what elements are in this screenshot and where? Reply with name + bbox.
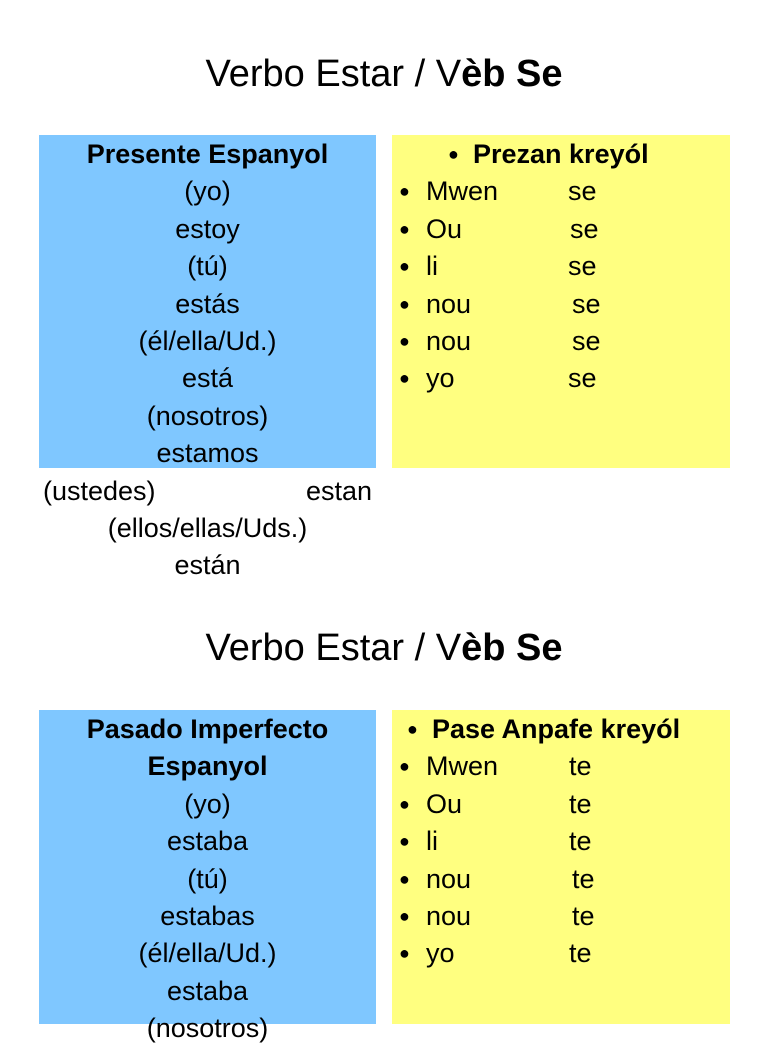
bullet-icon: ● [399,756,410,777]
bullet-icon: ● [399,905,410,926]
creole-pronoun: nou [426,900,472,931]
slide-1-spanish-column [39,136,376,585]
creole-heading: Pase Anpafe kreyól [432,714,681,744]
spanish-line: (yo) [184,788,231,819]
creole-pronoun: Ou [426,213,463,244]
slide-1-title-bold: èb Se [461,53,563,95]
spanish-pronoun: (ustedes) [43,475,156,506]
spanish-line: (yo) [184,176,231,207]
slide-2-spanish-column [39,711,376,1044]
bullet-icon: ● [399,793,410,814]
spanish-heading: Presente Espanyol [86,139,329,169]
creole-verb: se [572,288,601,319]
spanish-line: estaba [166,975,249,1006]
creole-row [399,898,729,935]
bullet-icon: ● [399,368,410,389]
bullet-icon: ● [399,330,410,351]
spanish-line: (tú) [187,251,228,282]
creole-row [399,248,729,285]
spanish-line: (él/ella/Ud.) [138,325,277,356]
creole-verb: te [569,788,592,819]
creole-verb: se [570,213,599,244]
bullet-icon: ● [399,181,410,202]
creole-verb: se [568,363,597,394]
creole-heading-row [399,711,729,748]
creole-verb: se [568,251,597,282]
slide-1-title [0,52,768,96]
creole-heading-row [399,136,729,173]
creole-row [399,823,729,860]
spanish-line: están [174,550,241,581]
creole-pronoun: li [426,251,438,282]
bullet-icon: ● [399,256,410,277]
creole-pronoun: Mwen [426,176,499,207]
slide-1-creole-column [399,136,729,398]
bullet-icon: ● [399,831,410,852]
creole-pronoun: Ou [426,788,463,819]
creole-verb: te [572,900,595,931]
creole-pronoun: nou [426,863,472,894]
creole-row [399,861,729,898]
creole-pronoun: li [426,826,438,857]
bullet-icon: ● [399,943,410,964]
creole-row [399,360,729,397]
creole-verb: se [572,325,601,356]
slide-2-creole-column [399,711,729,973]
spanish-line: estaba [166,826,249,857]
creole-verb: te [569,826,592,857]
spanish-heading: Espanyol [147,751,268,782]
spanish-line: (tú) [187,863,228,894]
creole-pronoun: yo [426,363,455,394]
creole-row [399,786,729,823]
creole-row [399,323,729,360]
spanish-line: estamos [156,438,259,469]
slide-1-title-regular: Verbo Estar / V [205,53,462,95]
creole-verb: te [572,863,595,894]
spanish-line: (ellos/ellas/Uds.) [107,512,308,543]
creole-verb: te [569,751,592,782]
creole-pronoun: Mwen [426,751,499,782]
creole-pronoun: nou [426,325,472,356]
spanish-heading: Pasado Imperfecto [86,714,329,744]
slide-2-title-bold: èb Se [461,627,563,669]
slide-2-title [0,626,768,670]
spanish-split-line [39,473,376,510]
creole-pronoun: nou [426,288,472,319]
bullet-icon: ● [399,293,410,314]
bullet-icon: ● [399,218,410,239]
spanish-line: estabas [160,900,255,931]
spanish-line: estoy [175,213,240,244]
creole-pronoun: yo [426,938,455,969]
slide-2-title-regular: Verbo Estar / V [205,627,462,669]
bullet-icon: ● [399,868,410,889]
creole-verb: te [569,938,592,969]
spanish-line: está [181,363,234,394]
bullet-icon: ● [407,719,418,739]
spanish-line: (nosotros) [146,400,269,431]
creole-row [399,286,729,323]
creole-row [399,173,729,210]
spanish-verb: estan [305,475,372,506]
creole-row [399,935,729,972]
creole-row [399,211,729,248]
spanish-line: (él/ella/Ud.) [138,938,277,969]
spanish-line: estás [175,288,240,319]
creole-row [399,748,729,785]
creole-verb: se [568,176,597,207]
spanish-line: (nosotros) [146,1013,269,1044]
creole-heading: Prezan kreyól [473,139,649,169]
bullet-icon: ● [448,144,459,164]
